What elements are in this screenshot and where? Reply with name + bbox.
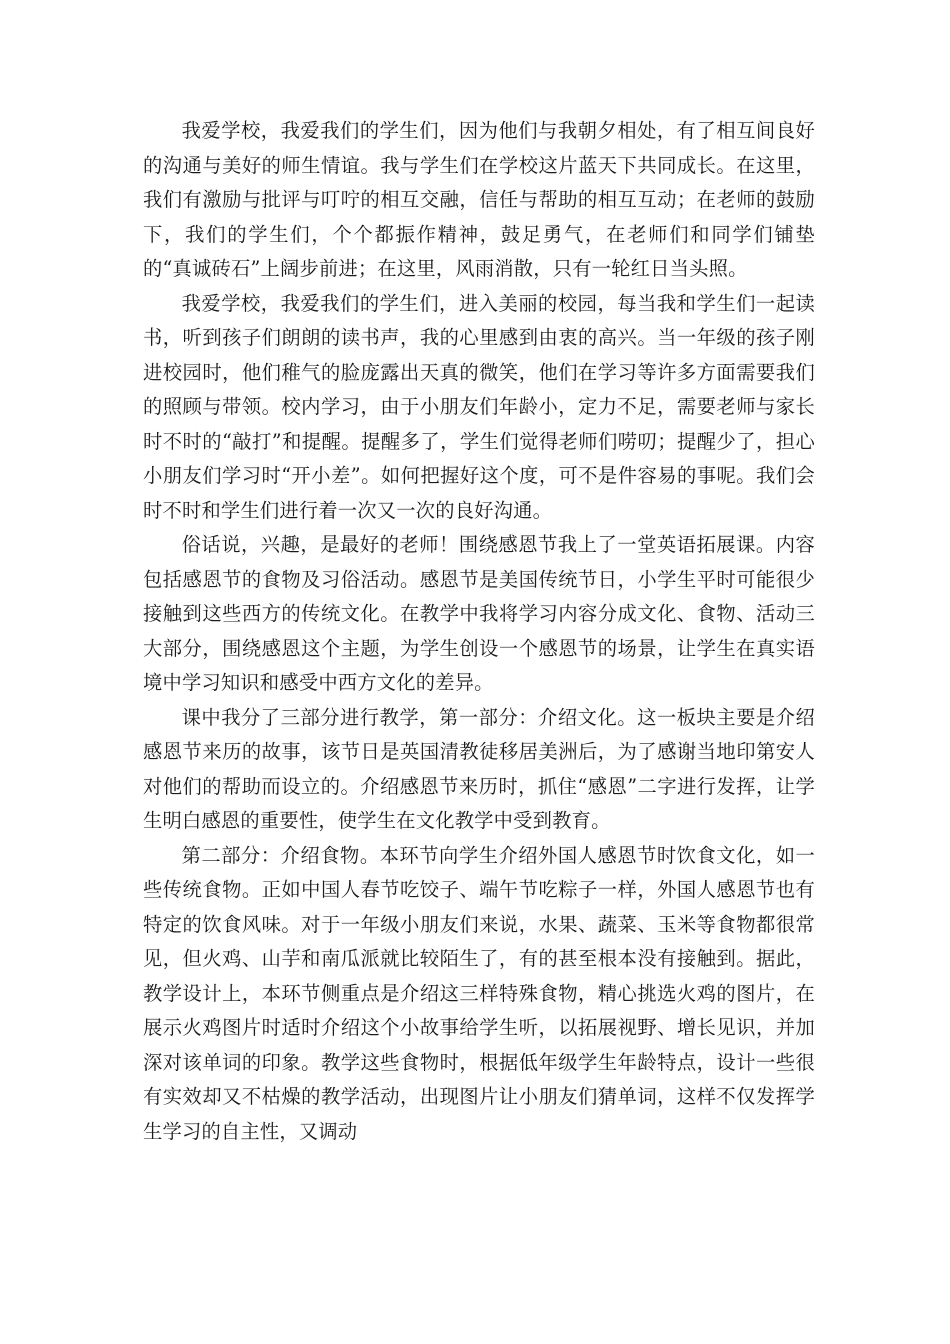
paragraph-2: 我爱学校，我爱我们的学生们，进入美丽的校园，每当我和学生们一起读书，听到孩子们朗朗的读书声，我的心里感到由衷的高兴。当一年级的孩子刚进校园时，他们稚气的脸庞露出天真的微笑，他们在学习等许多方面需要我们的照顾与带领。校内学习，由于小朋友们年龄小，定力不足，需要老师与家长时不时的“敲打”和提醒。提醒多了，学生们觉得老师们唠叨；提醒少了，担心小朋友们学习时“开小差”。如何把握好这个度，可不是件容易的事呢。我们会时不时和学生们进行着一次又一次的良好沟通。: [143, 291, 815, 522]
paragraph-4: 课中我分了三部分进行教学，第一部分：介绍文化。这一板块主要是介绍感恩节来历的故事，该节日是英国清教徒移居美洲后，为了感谢当地印第安人对他们的帮助而设立的。介绍感恩节来历时，抓住“感恩”二字进行发挥，让学生明白感恩的重要性，使学生在文化教学中受到教育。: [143, 705, 815, 832]
paragraph-1: 我爱学校，我爱我们的学生们，因为他们与我朝夕相处，有了相互间良好的沟通与美好的师生情谊。我与学生们在学校这片蓝天下共同成长。在这里，我们有激励与批评与叮咛的相互交融，信任与帮助的相互互动；在老师的鼓励下，我们的学生们，个个都振作精神，鼓足勇气，在老师们和同学们铺垫的“真诚砖石”上阔步前进；在这里，风雨消散，只有一轮红日当头照。: [143, 119, 815, 280]
paragraph-5: 第二部分：介绍食物。本环节向学生介绍外国人感恩节时饮食文化，如一些传统食物。正如中国人春节吃饺子、端午节吃粽子一样，外国人感恩节也有特定的饮食风味。对于一年级小朋友们来说，水果、蔬菜、玉米等食物都很常见，但火鸡、山芋和南瓜派就比较陌生了，有的甚至根本没有接触到。据此，教学设计上，本环节侧重点是介绍这三样特殊食物，精心挑选火鸡的图片，在展示火鸡图片时适时介绍这个小故事给学生听，以拓展视野、增长见识，并加深对该单词的印象。教学这些食物时，根据低年级学生年龄特点，设计一些很有实效却又不枯燥的教学活动，出现图片让小朋友们猜单词，这样不仅发挥学生学习的自主性，又调动: [143, 843, 815, 1143]
document-body: [143, 114, 815, 1149]
paragraph-3: 俗话说，兴趣，是最好的老师！围绕感恩节我上了一堂英语拓展课。内容包括感恩节的食物及习俗活动。感恩节是美国传统节日，小学生平时可能很少接触到这些西方的传统文化。在教学中我将学习内容分成文化、食物、活动三大部分，围绕感恩这个主题，为学生创设一个感恩节的场景，让学生在真实语境中学习知识和感受中西方文化的差异。: [143, 533, 815, 694]
